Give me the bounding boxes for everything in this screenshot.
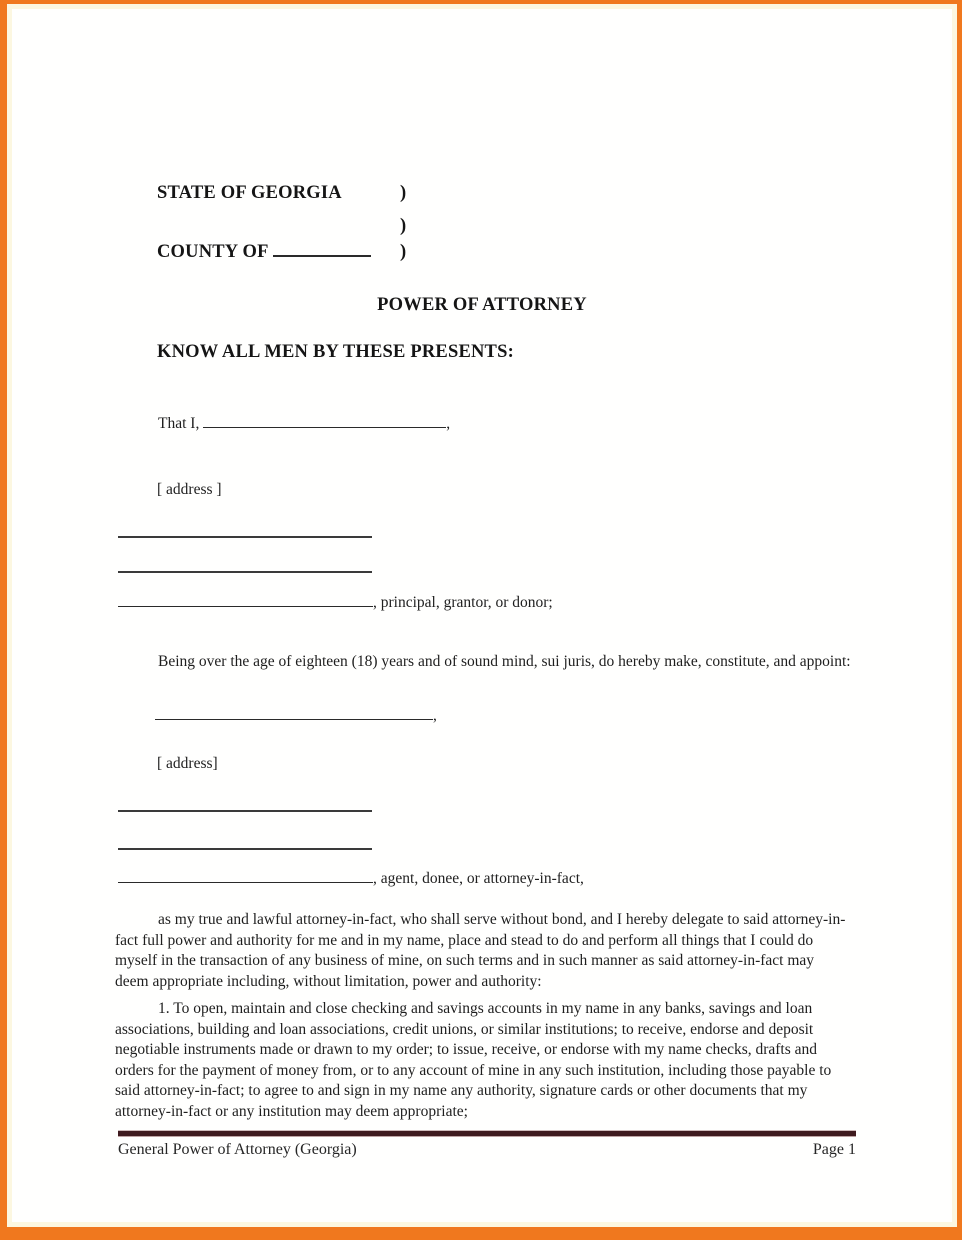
address-label-1: [ address ] [157,481,222,498]
agent-name-row [155,706,437,725]
county-caption [157,242,371,263]
agent-designation-row [118,869,584,888]
venue-paren-2: ) [400,216,407,236]
state-caption-text: STATE OF GEORGIA [157,183,342,203]
venue-paren-3: ) [400,242,407,262]
document-title: POWER OF ATTORNEY [377,295,587,315]
address-label-2: [ address] [157,755,218,772]
delegation-paragraph: as my true and lawful attorney-in-fact, who shall serve without bond, and I hereby delegate to said attorney-in-fact full power and authority for me and in my name, place and stead to do and perform all things that I could do myself in the transaction of any business of mine, on such terms and in such manner as said attorney-in-fact may deem appropriate including, without limitation, power and authority: [115,911,846,990]
agent-designation-text: , agent, donee, or attorney-in-fact, [373,870,584,887]
comma: , [446,415,451,432]
address-blank-line [118,536,372,538]
agent-name-blank-line [155,706,433,720]
principal-intro-text: That I, [158,415,200,432]
comma: , [433,707,437,724]
presents-heading: KNOW ALL MEN BY THESE PRESENTS: [157,342,514,362]
county-caption-label: COUNTY OF [157,242,268,262]
principal-designation-text: , principal, grantor, or donor; [373,594,553,611]
address-blank-line [118,848,372,850]
document-page [7,4,957,1227]
power-clause-1: 1. To open, maintain and close checking and savings accounts in my name in any banks, savings and loan associations, building and loan associations, credit unions, or similar institutions; to receive, endorse and deposit negotiable instruments made or drawn to my order; to issue, receive, or endorse with my name checks, drafts and orders for the payment of money from, or to any account of mine in any such institution, including those payable to said attorney-in-fact; to agree to and sign in my name any authority, signature cards or other documents that my attorney-in-fact or any institution may deem appropriate; [115,1000,832,1120]
address-blank-line [118,571,372,573]
principal-designation-blank-line [118,593,373,607]
address-blank-line [118,810,372,812]
principal-name-blank-line [203,414,446,428]
venue-paren-1: ) [400,183,407,203]
page-footer [118,1141,856,1159]
principal-name-row [158,414,450,433]
footer-rule [118,1131,856,1136]
agent-designation-blank-line [118,869,373,883]
capacity-paragraph: Being over the age of eighteen (18) years and of sound mind, sui juris, do hereby make, constitute, and appoint: [158,653,851,670]
footer-document-title: General Power of Attorney (Georgia) [118,1141,357,1158]
county-blank-line [273,242,371,257]
footer-page-number: Page 1 [812,1141,856,1158]
principal-designation-row [118,593,553,612]
